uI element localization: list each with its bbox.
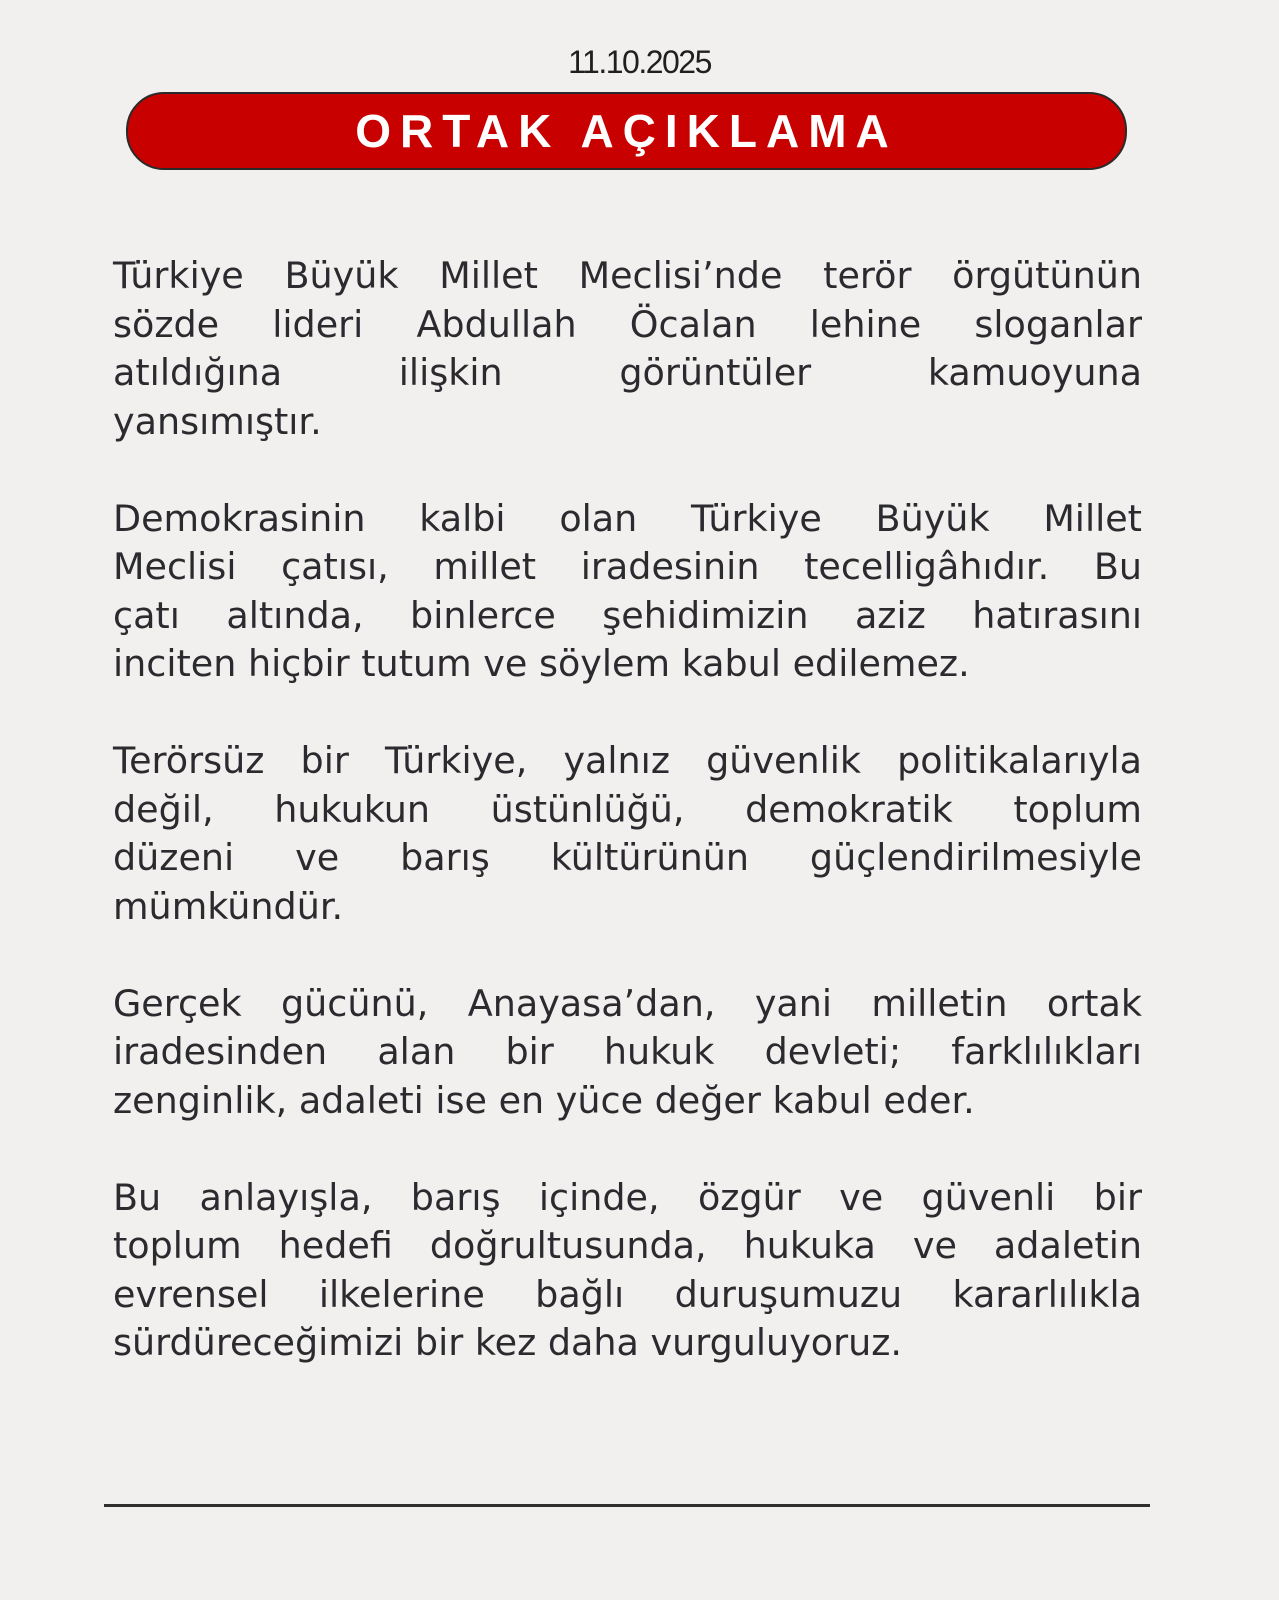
paragraph-line: Bu anlayışla, barış içinde, özgür ve güvenli bir bbox=[113, 1175, 1142, 1219]
paragraph-line: Demokrasinin kalbi olan Türkiye Büyük Millet bbox=[113, 496, 1142, 540]
paragraph-line: iradesinden alan bir hukuk devleti; farklılıkları bbox=[113, 1030, 1142, 1073]
footer-divider bbox=[104, 1504, 1150, 1507]
paragraph bbox=[113, 1174, 1142, 1368]
paragraph-line: evrensel ilkelerine bağlı duruşumuzu kararlılıkla bbox=[113, 1272, 1142, 1316]
paragraph-line: atıldığına ilişkin görüntüler kamuoyuna bbox=[113, 351, 1142, 394]
title-banner bbox=[126, 92, 1127, 170]
paragraph-line: inciten hiçbir tutum ve söylem kabul edilemez. bbox=[113, 642, 970, 685]
paragraph bbox=[113, 980, 1142, 1126]
paragraph-line: sözde lideri Abdullah Öcalan lehine sloganlar bbox=[113, 302, 1142, 346]
statement-date: 11.10.2025 bbox=[568, 44, 711, 80]
paragraph-line: yansımıştır. bbox=[113, 399, 322, 443]
paragraph-line: zenginlik, adaleti ise en yüce değer kabul eder. bbox=[113, 1078, 975, 1122]
paragraph bbox=[113, 495, 1142, 689]
paragraph-line: Meclisi çatısı, millet iradesinin tecelligâhıdır. Bu bbox=[113, 545, 1142, 588]
paragraph-line: Terörsüz bir Türkiye, yalnız güvenlik politikalarıyla bbox=[113, 739, 1142, 782]
statement-body bbox=[113, 252, 1142, 1416]
paragraph bbox=[113, 737, 1142, 931]
paragraph-line: çatı altında, binlerce şehidimizin aziz hatırasını bbox=[113, 593, 1142, 637]
paragraph-line: mümkündür. bbox=[113, 884, 344, 928]
paragraph-line: Gerçek gücünü, Anayasa’dan, yani milletin ortak bbox=[113, 981, 1142, 1025]
paragraph-line: düzeni ve barış kültürünün güçlendirilmesiyle bbox=[113, 836, 1142, 879]
paragraph-line: değil, hukukun üstünlüğü, demokratik toplum bbox=[113, 787, 1142, 831]
paragraph-line: Türkiye Büyük Millet Meclisi’nde terör örgütünün bbox=[113, 254, 1142, 297]
paragraph-line: sürdüreceğimizi bir kez daha vurguluyoruz. bbox=[113, 1321, 903, 1364]
statement-title: ORTAK AÇIKLAMA bbox=[355, 105, 898, 157]
paragraph-line: toplum hedefi doğrultusunda, hukuka ve adaletin bbox=[113, 1224, 1142, 1267]
paragraph bbox=[113, 252, 1142, 446]
